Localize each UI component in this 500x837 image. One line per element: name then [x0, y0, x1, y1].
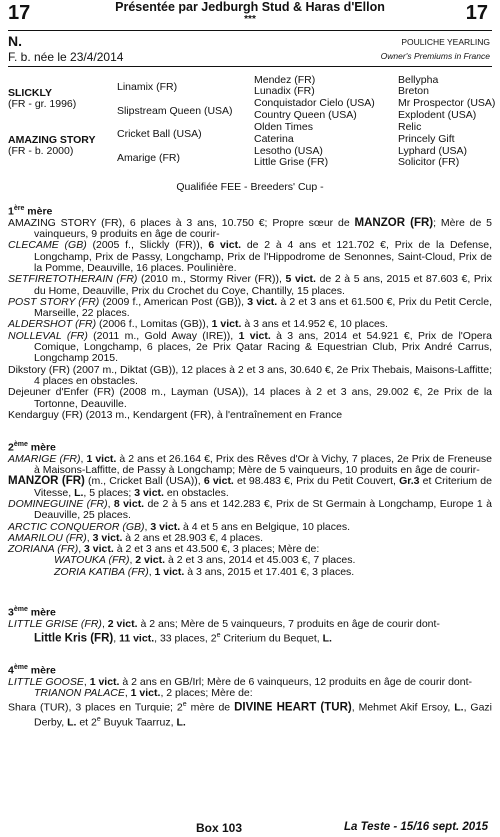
pedigree-gen3-8: Little Grise (FR) — [254, 156, 329, 168]
produce-setfiretotherain: SETFIRETOTHERAIN (FR) (2010 m., Stormy River (FR)), 5 vict. de 2 à 5 ans, 2015 et 87.603 €, Prix du Home, Deauville, Prix du Crochet du Coye, Chantilly, 15 places. — [8, 273, 492, 297]
produce-amarilou: AMARILOU (FR), 3 vict. à 2 ans et 28.903 €, 4 places. — [8, 531, 264, 544]
produce-manzor: MANZOR (FR) (m., Cricket Ball (USA)), 6 vict. et 98.483 €, Prix du Petit Couvert, Gr.3 et Criterium de Vitesse, L., 5 places; 3 vict. en obstacles. — [8, 475, 492, 499]
produce-aldershot: ALDERSHOT (FR) (2006 f., Lomitas (GB)), 1 vict. à 3 ans et 14.952 €, 10 places. — [8, 318, 388, 331]
pedigree-gen3-4: Country Queen (USA) — [254, 109, 357, 121]
dam-info: (FR - b. 2000) — [8, 145, 74, 157]
third-dam-entry: LITTLE GRISE (FR), 2 vict. à 2 ans; Mère de 5 vainqueurs, 7 produits en âge de courir dont- — [8, 617, 440, 630]
produce-kendarguy: Kendarguy (FR) (2013 m., Kendargent (FR), à l'entraînement en France — [8, 408, 343, 421]
consignor-stars: *** — [244, 14, 256, 25]
produce-zoriana: ZORIANA (FR), 3 vict. à 2 et 3 ans et 43.500 €, 3 places; Mère de: — [8, 543, 320, 556]
pedigree-gen3-1: Mendez (FR) — [254, 74, 316, 86]
produce-dejeuner: Dejeuner d'Enfer (FR) (2008 m., Layman (USA)), 14 places à 2 et 3 ans, 29.002 €, 2e Prix de la Tortonne, Deauville. — [8, 386, 492, 410]
pedigree-gen4-7: Lyphard (USA) — [398, 145, 468, 157]
owner-premium: Owner's Premiums in France — [380, 51, 490, 61]
produce-clecame: CLECAME (GB) (2005 f., Slickly (FR)), 6 vict. de 2 à 4 ans et 121.702 €, Prix de la Defense, Longchamp, Prix de Passy, Longchamp, Prix de l'Hippodrome de Senonnes, Saint-Cloud, Prix de la Pomme, Deauville, 16 places. Poulinière. — [8, 239, 493, 274]
produce-shara: Shara (TUR), 3 places en Turquie; 2e mère de DIVINE HEART (TUR), Mehmet Akif Ersoy, L., Gazi Derby, L. et 2e Buyuk Taarruz, L. — [8, 701, 493, 729]
horse-description: F. b. née le 23/4/2014 — [8, 50, 124, 64]
first-dam-heading: 1ère mère — [8, 205, 53, 218]
second-dam-heading: 2ème mère — [8, 441, 56, 454]
top-divider — [8, 30, 492, 31]
produce-post-story: POST STORY (FR) (2009 f., American Post (GB)), 3 vict. à 2 et 3 ans et 61.500 €, Prix du Petit Cercle, Marseille, 22 places. — [8, 295, 492, 320]
pedigree-gen4-8: Solicitor (FR) — [398, 156, 460, 168]
second-dam-section — [8, 439, 492, 578]
produce-little-kris: Little Kris (FR), 11 vict., 33 places, 2e Criterium du Bequet, L. — [34, 632, 332, 645]
produce-arctic-conqueror: ARCTIC CONQUEROR (GB), 3 vict. à 4 et 5 ans en Belgique, 10 places. — [8, 520, 350, 533]
horse-category: POULICHE YEARLING — [401, 37, 490, 47]
pedigree-gen4-1: Bellypha — [398, 74, 439, 86]
qualification-note: Qualifiée FEE - Breeders' Cup - — [176, 181, 324, 193]
third-dam-heading: 3ème mère — [8, 606, 56, 619]
pedigree-gen4-5: Relic — [398, 121, 422, 133]
pedigree-gen3-5: Olden Times — [254, 121, 313, 133]
consignor-title: Présentée par Jedburgh Stud & Haras d'Ellon — [115, 0, 385, 14]
produce-dikstory: Dikstory (FR) (2007 m., Diktat (GB)), 12 places à 2 et 3 ans, 30.640 €, 2e Prix Thebais, Maisons-Laffitte; 4 places en obstacles. — [8, 363, 492, 387]
pedigree-gen4-4: Explodent (USA) — [398, 109, 477, 121]
first-dam-entry: AMAZING STORY (FR), 6 places à 3 ans, 10.750 €; Propre sœur de MANZOR (FR); Mère de 5 vainqueurs, 9 produits en âge de courir- — [8, 216, 492, 241]
horse-name: N. — [8, 33, 22, 49]
pedigree-gen3-7: Lesotho (USA) — [254, 145, 323, 157]
sire-name: SLICKLY — [8, 87, 52, 99]
pedigree-gen2-1: Linamix (FR) — [117, 81, 178, 93]
produce-zoria-katiba: ZORIA KATIBA (FR), 1 vict. à 3 ans, 2015 et 17.401 €, 3 places. — [54, 565, 355, 578]
lot-number-left: 17 — [8, 2, 31, 24]
fourth-dam-heading: 4ème mère — [8, 664, 56, 677]
fourth-dam-section — [8, 662, 492, 729]
dam-name: AMAZING STORY — [8, 134, 96, 146]
third-dam-section — [8, 604, 492, 645]
produce-trianon-palace: TRIANON PALACE, 1 vict., 2 places; Mère de: — [34, 687, 253, 700]
pedigree-divider — [8, 66, 492, 67]
pedigree-gen2-2: Slipstream Queen (USA) — [117, 105, 233, 117]
sire-info: (FR - gr. 1996) — [8, 98, 77, 110]
pedigree-gen3-3: Conquistador Cielo (USA) — [254, 97, 375, 109]
produce-watouka: WATOUKA (FR), 2 vict. à 2 et 3 ans, 2014 et 45.003 €, 7 places. — [54, 554, 356, 567]
second-dam-entry: AMARIGE (FR), 1 vict. à 2 ans et 26.164 €, Prix des Rêves d'Or à Vichy, 7 places, 2e Prix de Freneuse à Maisons-Laffitte, de Passy à Longchamp; Mère de 5 vainqueurs, 10 produits en âge de courir- — [8, 452, 492, 477]
produce-nolleval: NOLLEVAL (FR) (2011 m., Gold Away (IRE)), 1 vict. à 3 ans, 2014 et 54.921 €, Prix de l'Opera Comique, Longchamp, 6 places, 2e Prix Qatar Racing & Equestrian Club, Prix André Carrus, Longchamp 2015. — [8, 329, 492, 365]
sale-info: La Teste - 15/16 sept. 2015 — [343, 821, 488, 833]
pedigree-gen3-6: Caterina — [254, 133, 294, 145]
box-number: Box 103 — [196, 821, 243, 835]
produce-domineguine: DOMINEGUINE (FR), 8 vict. de 2 à 5 ans et 142.283 €, Prix de St Germain à Longchamp, Europe 1 à Deauville, 25 places. — [8, 497, 492, 522]
fourth-dam-entry: LITTLE GOOSE, 1 vict. à 2 ans en GB/Irl; Mère de 6 vainqueurs, 12 produits en âge de courir dont- — [8, 675, 473, 688]
lot-number-right: 17 — [465, 2, 488, 24]
first-dam-section — [8, 203, 492, 421]
pedigree-gen2-3: Cricket Ball (USA) — [117, 128, 202, 140]
pedigree-gen3-2: Lunadix (FR) — [254, 85, 315, 97]
pedigree-gen4-3: Mr Prospector (USA) — [398, 97, 496, 109]
pedigree-gen2-4: Amarige (FR) — [117, 152, 181, 164]
pedigree-gen4-6: Princely Gift — [398, 133, 455, 145]
pedigree-gen4-2: Breton — [398, 85, 429, 97]
